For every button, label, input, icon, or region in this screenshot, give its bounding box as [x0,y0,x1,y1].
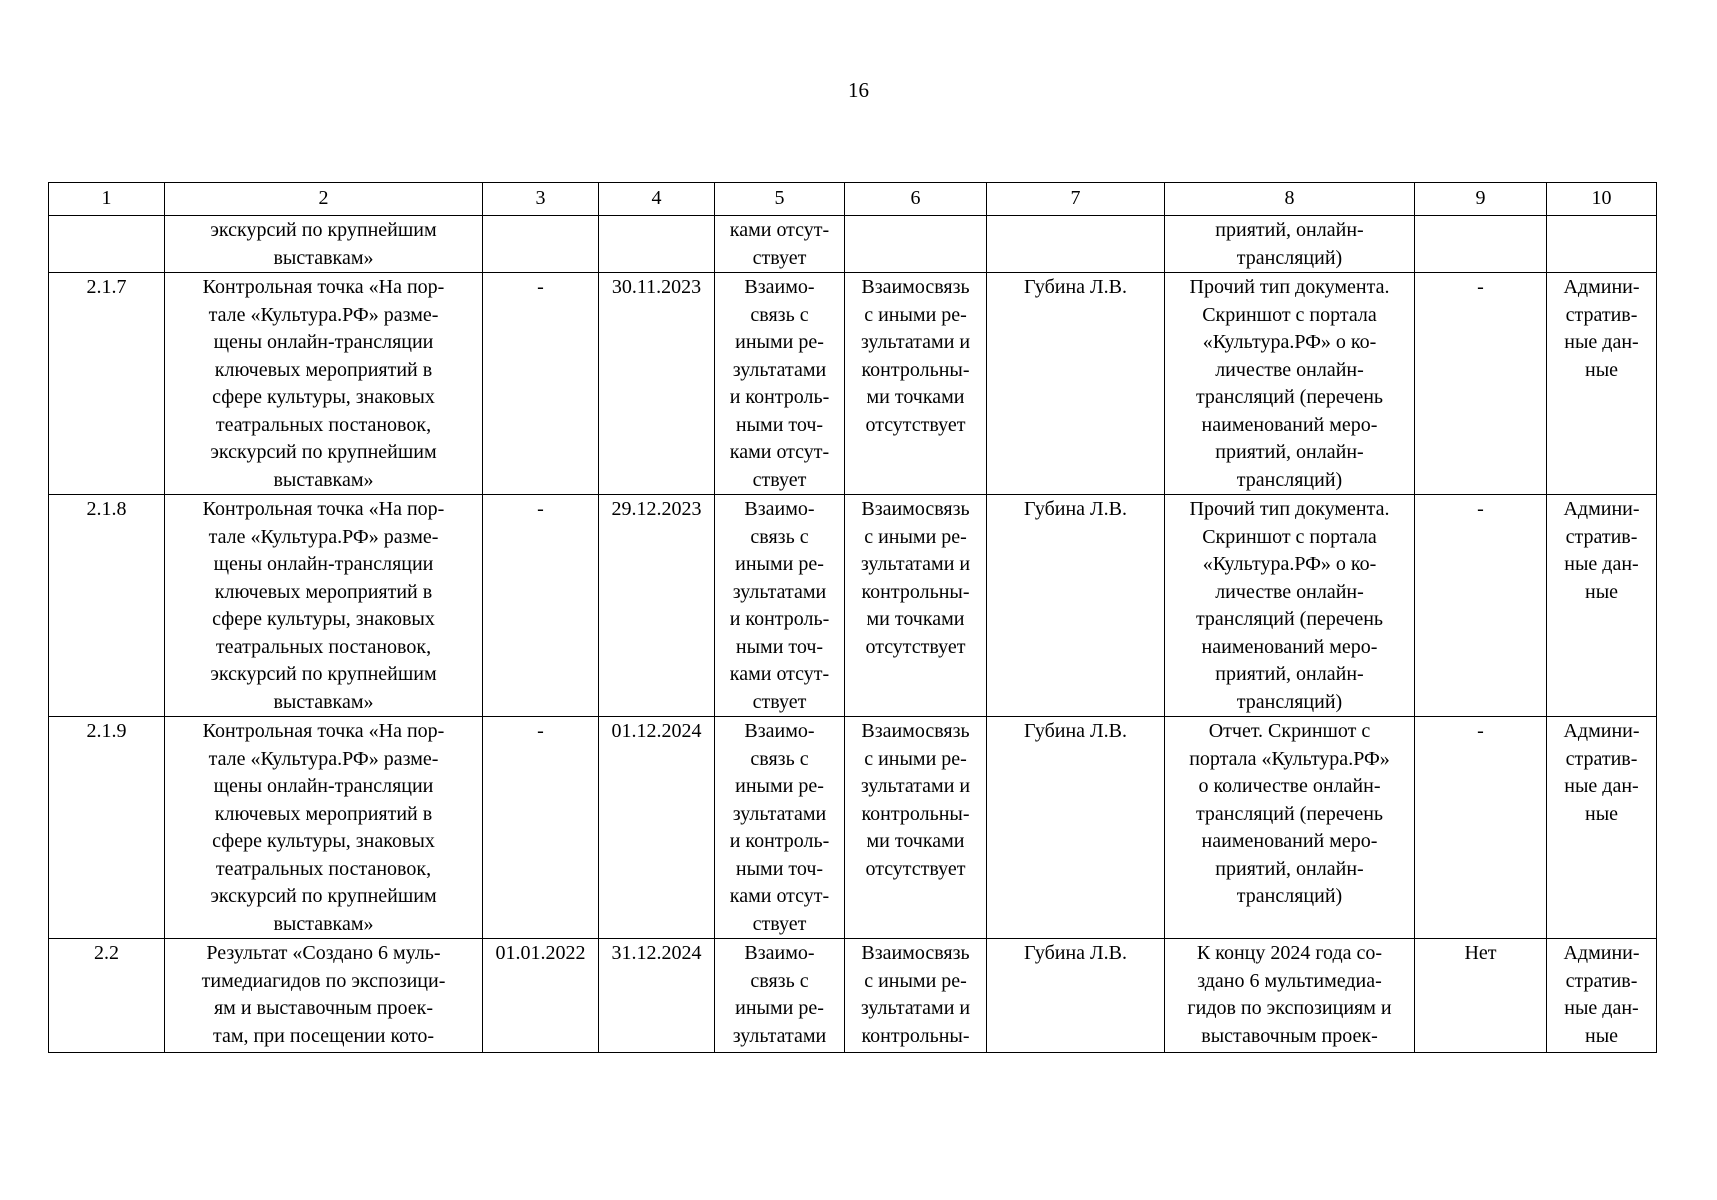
cell-row-description [165,273,483,495]
cell-line: с иными ре- [864,525,967,548]
cell-line: Взаимо- [744,498,815,520]
cell-line: 2.1.8 [86,498,127,520]
cell-line: 2.1.9 [86,720,127,742]
cell-responsible-person [987,939,1165,1053]
cell-line: театральных постановок, [215,413,432,436]
cell-line: ные [1584,580,1619,603]
cell-document-type [1165,273,1415,495]
column-header: 2 [165,183,483,216]
cell-end-date [599,273,715,495]
cell-flag [1415,495,1547,717]
page-number: 16 [848,78,869,102]
cell-line: 30.11.2023 [611,276,702,298]
cell-line: связь с [750,969,809,992]
cell-line: трансляций) [1236,690,1343,713]
cell-start-date [483,939,599,1053]
cell-line: сфере культуры, знаковых [212,386,435,408]
column-header: 7 [987,183,1165,216]
cell-line: тале «Культура.РФ» разме- [208,747,439,770]
cell-line: Взаимо- [744,942,815,964]
cell-line: Прочий тип документа. [1189,276,1390,298]
cell-line: 29.12.2023 [611,498,702,520]
cell-data-source [1547,939,1657,1053]
cell-line: 31.12.2024 [611,942,702,964]
cell-line: ные дан- [1564,553,1639,575]
cell-line: сфере культуры, знаковых [212,608,435,630]
cell-line: отсутствует [865,635,966,658]
cell-line: щены онлайн-трансляции [213,775,434,797]
cell-row-description [165,939,483,1053]
cell-line: ям и выставочным проек- [213,997,434,1019]
cell-row-number [49,495,165,717]
cell-line: здано 6 мультимедиа- [1197,969,1382,992]
cell-start-date [483,717,599,939]
cell-line: - [537,498,544,520]
cell-line: щены онлайн-трансляции [213,553,434,575]
cell-line: связь с [750,747,809,770]
cell-line: приятий, онлайн- [1215,441,1364,463]
column-header: 3 [483,183,599,216]
cell-end-date [599,495,715,717]
cell-line: ками отсут- [729,885,830,907]
table-body [49,216,1657,1053]
cell-flag [1415,216,1547,273]
cell-line: отсутствует [865,857,966,880]
cell-line: иными ре- [735,775,824,797]
cell-line: Взаимосвязь [861,942,970,964]
cell-line: тимедиагидов по экспозици- [201,969,446,992]
cell-line: зультатами [732,802,827,825]
cell-line: Админи- [1563,498,1640,520]
cell-line: ми точками [866,608,965,630]
cell-relations-results [715,495,845,717]
cell-line: 2.1.7 [86,276,127,298]
cell-line: зультатами и [860,997,971,1019]
cell-line: иными ре- [735,997,824,1019]
cell-line: ключевых мероприятий в [214,802,433,825]
cell-line: трансляций) [1236,246,1343,269]
cell-line: экскурсий по крупнейшим [210,885,437,907]
cell-line: с иными ре- [864,969,967,992]
column-header: 6 [845,183,987,216]
cell-row-description [165,216,483,273]
cell-line: ные дан- [1564,331,1639,353]
cell-relations-checkpoints [845,717,987,939]
cell-line: ками отсут- [729,219,830,241]
cell-line: 01.12.2024 [611,720,702,742]
cell-line: о количестве онлайн- [1198,775,1381,797]
cell-line: сфере культуры, знаковых [212,830,435,852]
cell-line: контрольны- [861,358,970,381]
cell-line: стратив- [1565,747,1638,770]
cell-line: выставкам» [273,468,374,491]
cell-line: контрольны- [861,580,970,603]
cell-data-source [1547,273,1657,495]
cell-flag [1415,273,1547,495]
column-header: 8 [1165,183,1415,216]
cell-flag [1415,717,1547,939]
cell-line: 01.01.2022 [495,942,586,964]
cell-line: - [1477,720,1484,742]
cell-line: Взаимо- [744,720,815,742]
cell-line: ные [1584,1024,1619,1047]
cell-line: - [537,720,544,742]
cell-line: Губина Л.В. [1024,498,1127,520]
cell-line: и контроль- [729,830,830,852]
cell-line: Контрольная точка «На пор- [202,498,445,520]
cell-line: зультатами и [860,775,971,797]
column-number-header-row [49,183,1657,216]
cell-line: и контроль- [729,608,830,630]
table-row [49,216,1657,273]
cell-row-number [49,939,165,1053]
cell-line: трансляций (перечень [1195,386,1384,408]
cell-line: связь с [750,303,809,326]
cell-end-date [599,939,715,1053]
cell-line: зультатами и [860,331,971,353]
cell-relations-results [715,216,845,273]
cell-line: Взаимосвязь [861,276,970,298]
column-header: 4 [599,183,715,216]
cell-relations-results [715,939,845,1053]
cell-line: «Культура.РФ» о ко- [1202,331,1377,353]
cell-document-type [1165,216,1415,273]
table-row [49,939,1657,1053]
cell-line: трансляций (перечень [1195,802,1384,825]
table-row [49,495,1657,717]
cell-start-date [483,273,599,495]
cell-relations-checkpoints [845,273,987,495]
cell-line: зультатами [732,358,827,381]
cell-line: ствует [752,912,807,935]
cell-data-source [1547,717,1657,939]
cell-line: Нет [1464,942,1497,964]
cell-line: Результат «Создано 6 муль- [206,942,441,964]
cell-responsible-person [987,216,1165,273]
cell-line: контрольны- [861,802,970,825]
cell-line: личестве онлайн- [1215,580,1364,603]
cell-line: гидов по экспозициям и [1187,997,1392,1019]
cell-line: зультатами [732,1024,827,1047]
cell-line: Админи- [1563,942,1640,964]
cell-line: с иными ре- [864,747,967,770]
cell-line: контрольны- [861,1024,970,1047]
cell-document-type [1165,717,1415,939]
cell-responsible-person [987,495,1165,717]
cell-end-date [599,216,715,273]
cell-line: там, при посещении кото- [212,1024,435,1047]
cell-line: ключевых мероприятий в [214,358,433,381]
cell-line: ками отсут- [729,441,830,463]
cell-line: щены онлайн-трансляции [213,331,434,353]
cell-line: наименований меро- [1201,413,1378,436]
cell-line: ми точками [866,386,965,408]
cell-line: Губина Л.В. [1024,942,1127,964]
cell-line: Админи- [1563,720,1640,742]
cell-line: 2.2 [94,942,119,964]
cell-line: - [537,276,544,298]
cell-line: иными ре- [735,553,824,575]
cell-line: связь с [750,525,809,548]
cell-data-source [1547,495,1657,717]
cell-line: наименований меро- [1201,830,1378,852]
cell-line: выставочным проек- [1201,1024,1378,1047]
cell-line: ствует [752,690,807,713]
cell-line: ками отсут- [729,663,830,685]
cell-line: театральных постановок, [215,857,432,880]
cell-start-date [483,495,599,717]
cell-relations-checkpoints [845,939,987,1053]
document-table [48,182,1657,1053]
cell-line: стратив- [1565,303,1638,326]
cell-line: приятий, онлайн- [1215,857,1364,880]
cell-line: ные [1584,802,1619,825]
cell-line: Контрольная точка «На пор- [202,276,445,298]
cell-line: Скриншот с портала [1202,525,1377,548]
cell-relations-checkpoints [845,216,987,273]
cell-line: выставкам» [273,912,374,935]
cell-line: экскурсий по крупнейшим [210,441,437,463]
cell-line: Губина Л.В. [1024,276,1127,298]
cell-line: Взаимосвязь [861,720,970,742]
cell-document-type [1165,495,1415,717]
cell-line: трансляций) [1236,468,1343,491]
cell-line: Взаимо- [744,276,815,298]
cell-row-number [49,717,165,939]
cell-line: трансляций (перечень [1195,608,1384,630]
table-row [49,273,1657,495]
cell-line: иными ре- [735,331,824,353]
cell-line: выставкам» [273,690,374,713]
cell-line: Контрольная точка «На пор- [202,720,445,742]
cell-line: Взаимосвязь [861,498,970,520]
cell-line: зультатами и [860,553,971,575]
cell-line: наименований меро- [1201,635,1378,658]
cell-line: экскурсий по крупнейшим [210,663,437,685]
cell-document-type [1165,939,1415,1053]
cell-line: ными точ- [735,857,824,880]
cell-line: отсутствует [865,413,966,436]
cell-end-date [599,717,715,939]
cell-responsible-person [987,273,1165,495]
cell-line: тале «Культура.РФ» разме- [208,303,439,326]
cell-line: ные дан- [1564,775,1639,797]
cell-line: ные дан- [1564,997,1639,1019]
cell-row-number [49,216,165,273]
cell-line: личестве онлайн- [1215,358,1364,381]
cell-relations-results [715,273,845,495]
cell-relations-results [715,717,845,939]
cell-row-number [49,273,165,495]
cell-line: ствует [752,468,807,491]
cell-row-description [165,717,483,939]
cell-relations-checkpoints [845,495,987,717]
cell-line: ключевых мероприятий в [214,580,433,603]
cell-line: ми точками [866,830,965,852]
cell-line: ными точ- [735,635,824,658]
cell-responsible-person [987,717,1165,939]
cell-flag [1415,939,1547,1053]
cell-line: экскурсий по крупнейшим [210,219,437,241]
cell-data-source [1547,216,1657,273]
cell-line: Админи- [1563,276,1640,298]
cell-line: - [1477,498,1484,520]
cell-row-description [165,495,483,717]
cell-line: и контроль- [729,386,830,408]
cell-line: с иными ре- [864,303,967,326]
cell-start-date [483,216,599,273]
cell-line: стратив- [1565,969,1638,992]
column-header: 1 [49,183,165,216]
cell-line: К концу 2024 года со- [1196,942,1383,964]
cell-line: ные [1584,358,1619,381]
cell-line: портала «Культура.РФ» [1189,747,1390,770]
cell-line: трансляций) [1236,885,1343,907]
cell-line: Губина Л.В. [1024,720,1127,742]
cell-line: зультатами [732,580,827,603]
cell-line: тале «Культура.РФ» разме- [208,525,439,548]
cell-line: «Культура.РФ» о ко- [1202,553,1377,575]
cell-line: Скриншот с портала [1202,303,1377,326]
cell-line: - [1477,276,1484,298]
cell-line: стратив- [1565,525,1638,548]
cell-line: театральных постановок, [215,635,432,658]
cell-line: выставкам» [273,246,374,269]
column-header: 10 [1547,183,1657,216]
cell-line: ными точ- [735,413,824,436]
cell-line: приятий, онлайн- [1215,663,1364,685]
cell-line: ствует [752,246,807,269]
cell-line: приятий, онлайн- [1215,219,1364,241]
cell-line: Прочий тип документа. [1189,498,1390,520]
column-header: 9 [1415,183,1547,216]
table-row [49,717,1657,939]
column-header: 5 [715,183,845,216]
cell-line: Отчет. Скриншот с [1208,720,1371,742]
